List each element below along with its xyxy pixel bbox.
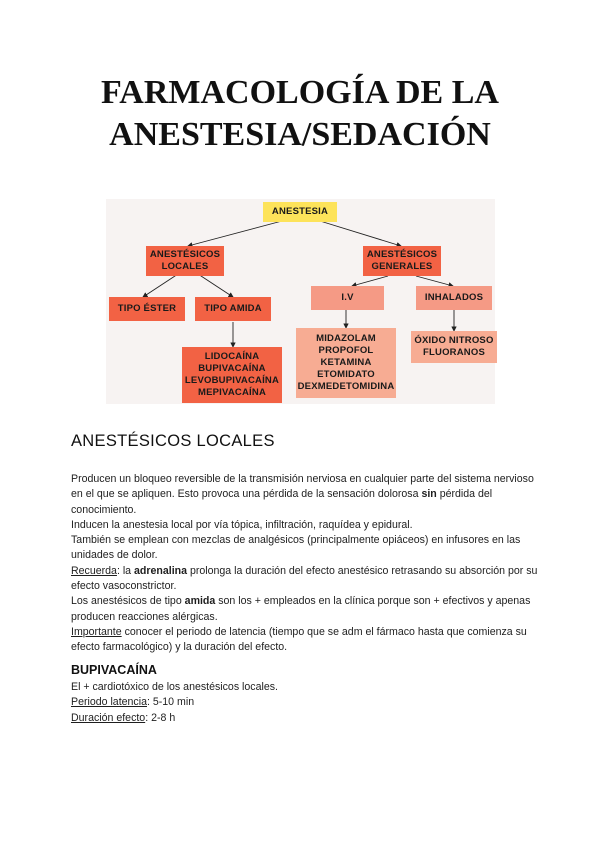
paragraph-importante: Importante conocer el periodo de latencia (tiempo que se adm el fármaco hasta que comienza su efecto farmacológico) y la duración del efecto. (71, 625, 527, 654)
paragraph-amida: Los anestésicos de tipo amida son los + empleados en la clínica porque son + efectivos y apenas producen reacciones alérgicas. (71, 595, 531, 623)
arrow-generales-to-inhalados (416, 276, 453, 286)
arrow-generales-to-iv (352, 276, 388, 286)
node-tipo-amida: TIPO AMIDA (195, 297, 271, 321)
arrow-root-to-generales (320, 221, 401, 246)
bupivacaina-duration: Duración efecto: 2-8 h (71, 711, 176, 724)
title-line-1: FARMACOLOGÍA DE LA (101, 74, 499, 111)
node-iv: I.V (311, 286, 384, 310)
node-iv-drugs: MIDAZOLAM PROPOFOL KETAMINA ETOMIDATO DEXMEDETOMIDINA (296, 328, 396, 398)
paragraph-recuerda: Recuerda: la adrenalina prolonga la duración del efecto anestésico retrasando su absorción por su efecto vasoconstrictor. (71, 564, 538, 593)
node-inhalados: INHALADOS (416, 286, 492, 310)
recuerda-label: Recuerda (71, 564, 117, 577)
node-anestesicos-generales: ANESTÉSICOS GENERALES (363, 246, 441, 276)
importante-label: Importante (71, 625, 122, 638)
arrow-locales-to-amida (198, 274, 233, 297)
subheading-bupivacaina: BUPIVACAÍNA (71, 663, 157, 677)
node-anestesicos-locales: ANESTÉSICOS LOCALES (146, 246, 224, 276)
anesthesia-concept-map (106, 199, 495, 404)
node-inhal-drugs: ÓXIDO NITROSO FLUORANOS (411, 331, 497, 363)
section-body (71, 472, 541, 656)
paragraph-analgesicos: También se emplean con mezclas de analgésicos (principalmente opiáceos) en infusores en las unidades de dolor. (71, 534, 521, 562)
paragraph-vias: Inducen la anestesia local por vía tópica, infiltración, raquídea y epidural. (71, 518, 413, 531)
bupivacaina-latency: Periodo latencia: 5-10 min (71, 696, 195, 709)
title-line-2: ANESTESIA/SEDACIÓN (109, 116, 491, 153)
section-heading-anestesicos-locales: ANESTÉSICOS LOCALES (71, 432, 275, 450)
bupivacaina-line-1: El + cardiotóxico de los anestésicos locales. (71, 681, 278, 693)
node-tipo-ester: TIPO ÉSTER (109, 297, 185, 321)
arrow-root-to-locales (188, 221, 282, 246)
node-anestesia: ANESTESIA (263, 202, 337, 222)
page-title (60, 72, 540, 156)
node-amida-drugs: LIDOCAÍNA BUPIVACAÍNA LEVOBUPIVACAÍNA MEPIVACAÍNA (182, 347, 282, 403)
bupivacaina-body (71, 680, 541, 726)
paragraph-bloqueo: Producen un bloqueo reversible de la transmisión nerviosa en cualquier parte del sistema nervioso en el que se apliquen. Esto provoca una pérdida de la sensación dolorosa sin pérdida del conocimiento. (71, 473, 534, 516)
arrow-locales-to-ester (143, 274, 178, 297)
